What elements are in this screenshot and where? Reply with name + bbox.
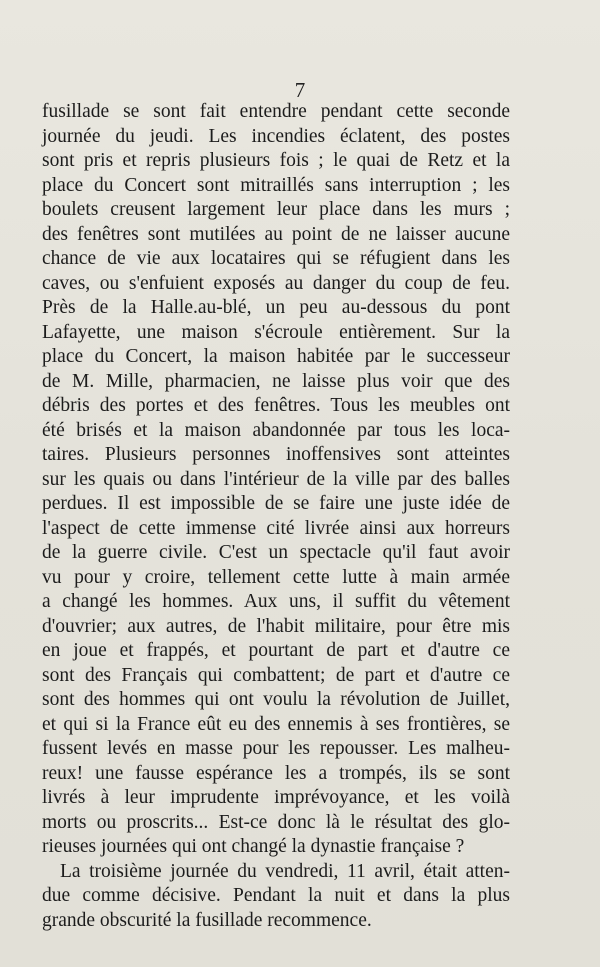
text-line: été brisés et la maison abandonnée par tous les loca- (42, 419, 510, 441)
text-line: débris des portes et des fenêtres. Tous les meubles ont (42, 395, 510, 416)
text-line: reux! une fausse espérance les a trompés, ils se sont (42, 762, 510, 784)
text-line: Près de la Halle.au-blé, un peu au-dessous du pont (42, 297, 510, 318)
text-line: perdues. Il est impossible de se faire une juste idée de (42, 493, 510, 514)
body-text (42, 100, 510, 933)
text-line: taires. Plusieurs personnes inoffensives sont atteintes (42, 444, 510, 465)
text-line: en joue et frappés, et pourtant de part et d'autre ce (42, 640, 510, 661)
text-line: sont pris et repris plusieurs fois ; le quai de Retz et la (42, 150, 510, 171)
text-line: vu pour y croire, tellement cette lutte à main armée (42, 566, 510, 588)
text-line: d'ouvrier; aux autres, de l'habit militaire, pour être mis (42, 615, 510, 637)
text-line: morts ou proscrits... Est-ce donc là le résultat des glo- (42, 811, 510, 833)
text-line: des fenêtres sont mutilées au point de ne laisser aucune (42, 223, 510, 245)
text-line: a changé les hommes. Aux uns, il suffit du vêtement (42, 591, 510, 612)
text-line: et qui si la France eût eu des ennemis à ses frontières, se (42, 713, 510, 735)
text-line: chance de vie aux locataires qui se réfugient dans les (42, 248, 510, 269)
text-line: boulets creusent largement leur place dans les murs ; (42, 199, 510, 220)
text-line: journée du jeudi. Les incendies éclatent, des postes (42, 125, 510, 147)
paragraph-end-line: rieuses journées qui ont changé la dynastie française ? (42, 836, 465, 857)
text-line: sur les quais ou dans l'intérieur de la ville par des balles (42, 468, 510, 490)
text-line: fussent levés en masse pour les repousser. Les malheu- (42, 738, 510, 759)
text-line: sont des Français qui combattent; de part et d'autre ce (42, 664, 510, 686)
page-number: 7 (294, 78, 306, 102)
text-line: sont des hommes qui ont voulu la révolution de Juillet, (42, 689, 510, 710)
text-line: caves, ou s'enfuient exposés au danger du coup de feu. (42, 272, 510, 294)
text-line: livrés à leur imprudente imprévoyance, et les voilà (42, 787, 510, 808)
text-line: de la guerre civile. C'est un spectacle qu'il faut avoir (42, 542, 510, 563)
text-line: de M. Mille, pharmacien, ne laisse plus voir que des (42, 370, 510, 392)
text-line: l'aspect de cette immense cité livrée ainsi aux horreurs (42, 517, 510, 539)
text-line: place du Concert, la maison habitée par le successeur (42, 346, 510, 367)
text-line: place du Concert sont mitraillés sans interruption ; les (42, 174, 510, 196)
text-line: Lafayette, une maison s'écroule entièrement. Sur la (42, 321, 510, 343)
text-line: fusillade se sont fait entendre pendant cette seconde (42, 101, 510, 122)
paragraph-start-line: La troisième journée du vendredi, 11 avril, était atten- (60, 860, 510, 882)
text-line: due comme décisive. Pendant la nuit et dans la plus (42, 885, 510, 906)
paragraph-end-line: grande obscurité la fusillade recommence. (42, 909, 372, 931)
